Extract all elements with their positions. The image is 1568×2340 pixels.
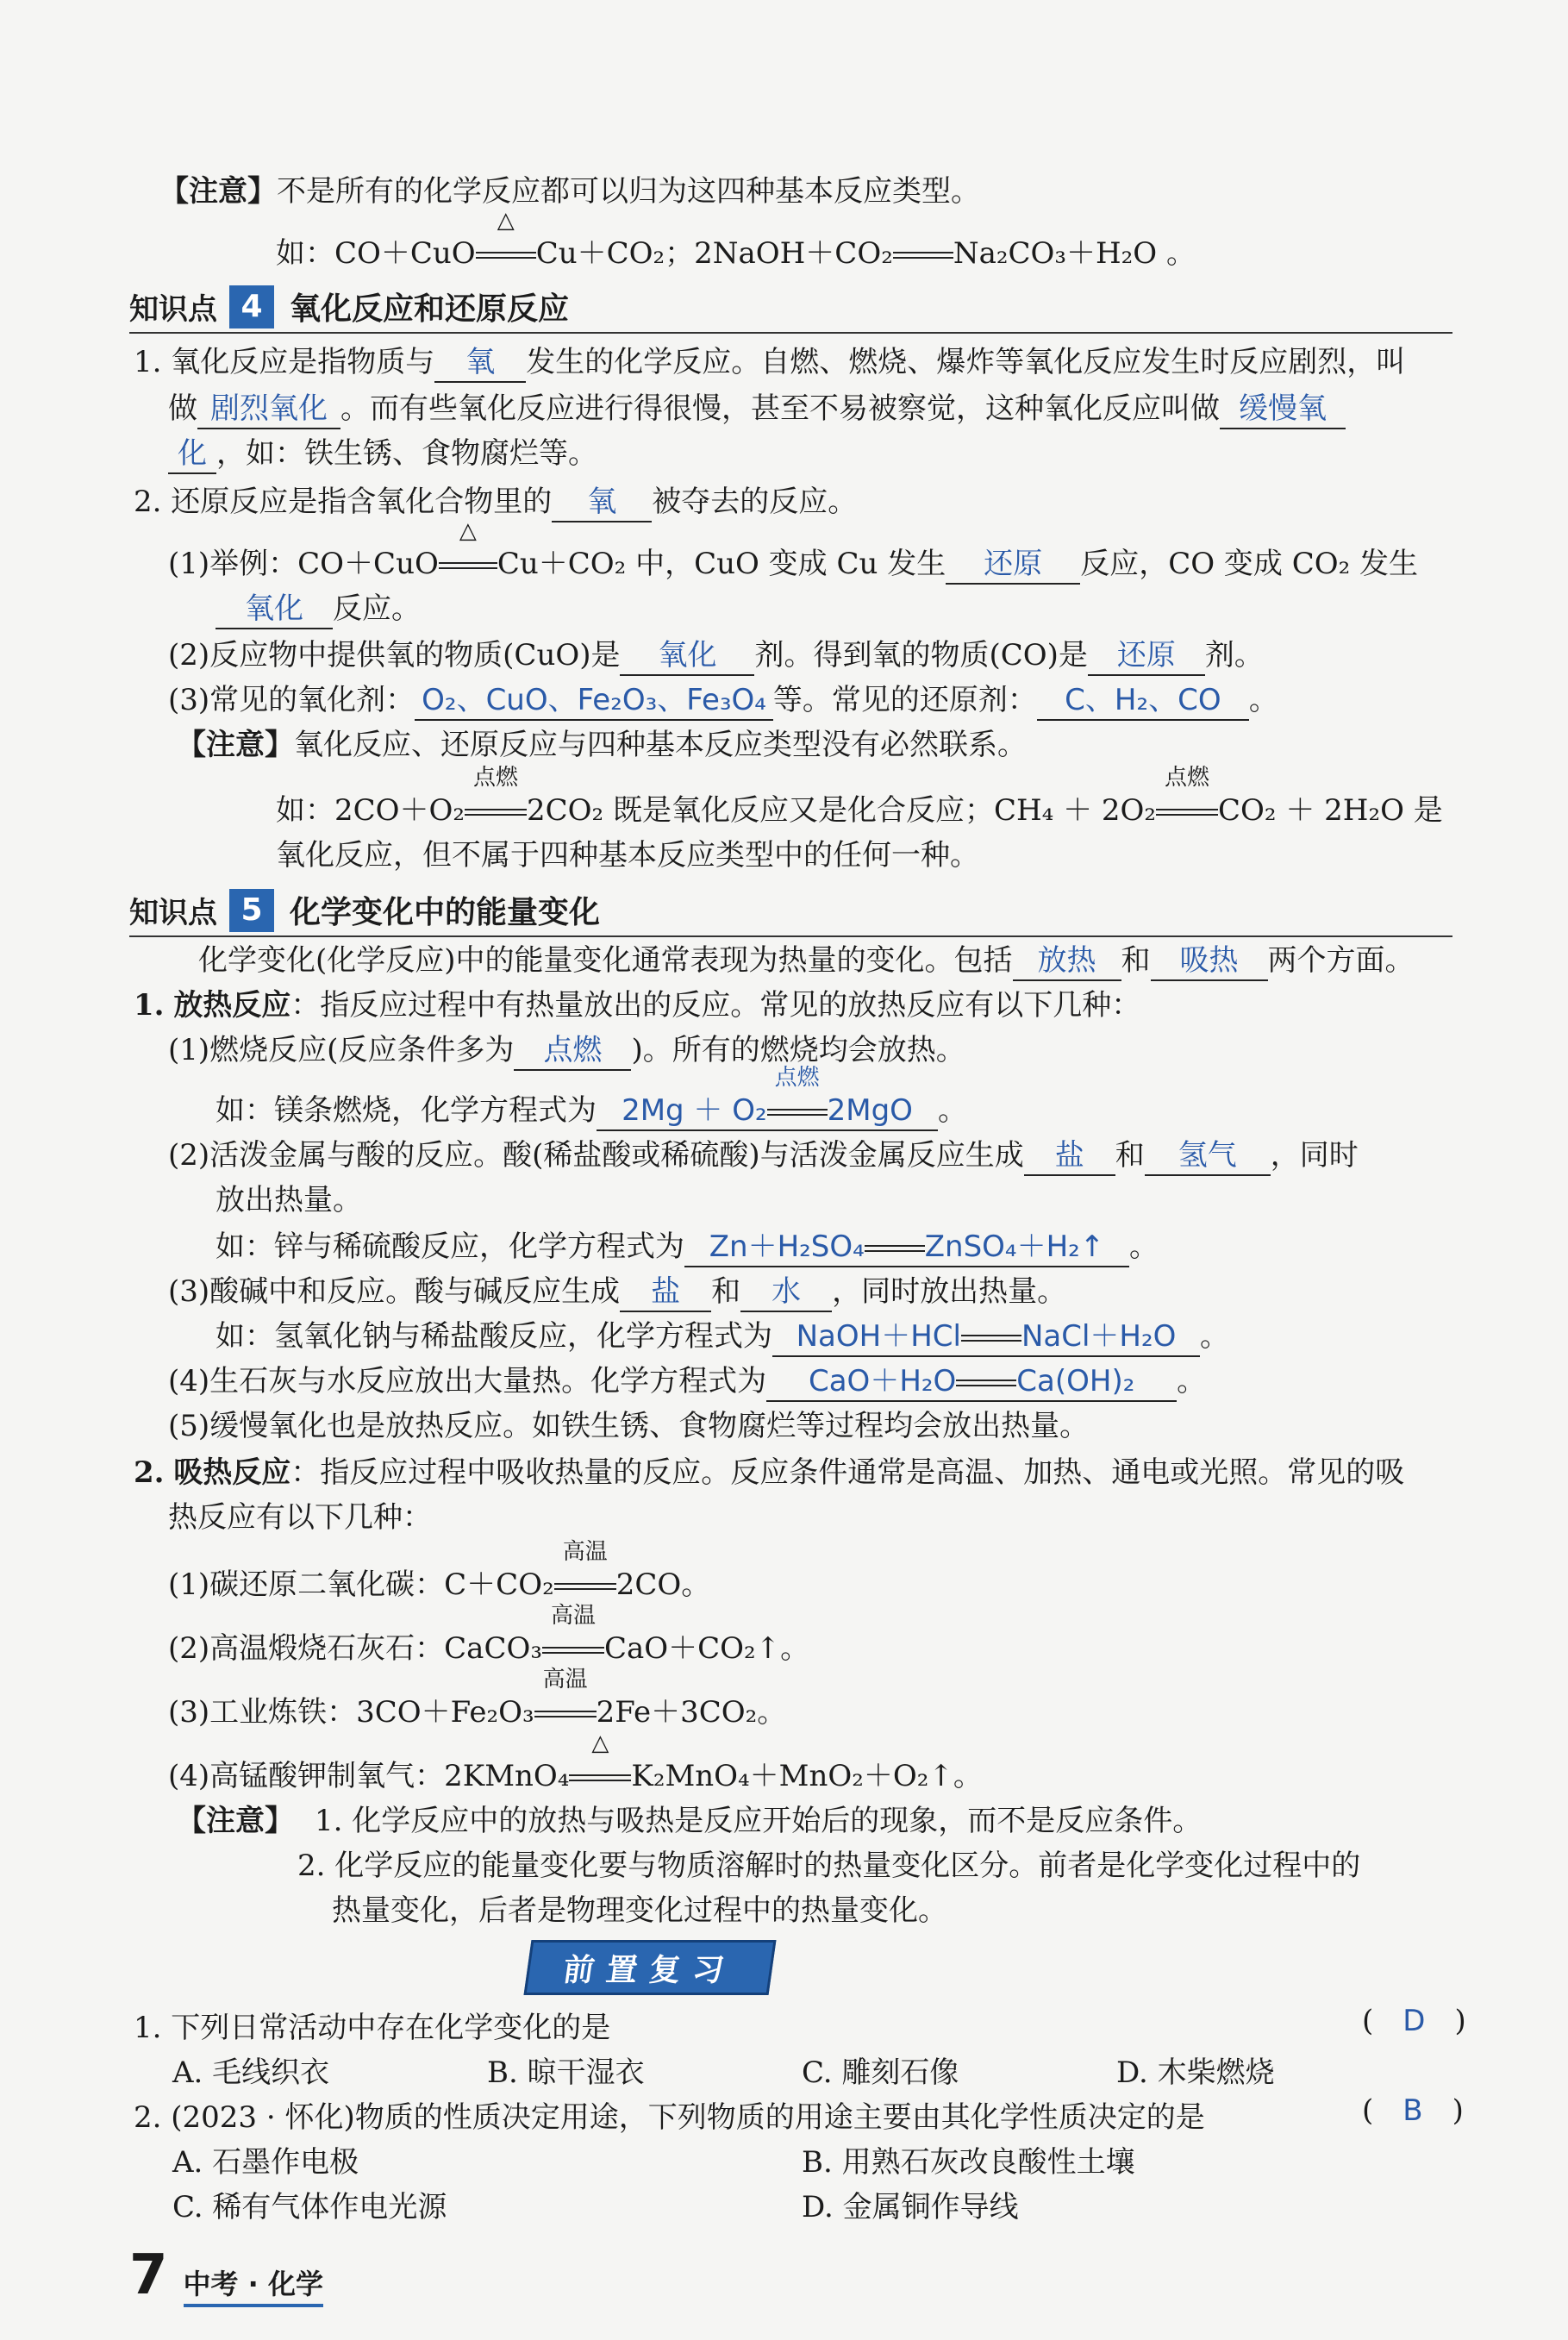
answer-blank: 氢气: [1145, 1136, 1271, 1176]
subject-label: 中考 · 化学: [184, 2262, 323, 2307]
answer-blank: 还原: [1088, 636, 1205, 676]
note-text: 不是所有的化学反应都可以归为这四种基本反应类型。: [277, 174, 980, 209]
answer-blank: 氧化: [216, 590, 333, 629]
answer-blank: NaOH＋HCl NaCl＋H₂O: [772, 1317, 1200, 1357]
kp4-example: 如：2CO＋O₂ 点燃 2CO₂ 既是氧化反应又是化合反应；CH₄ ＋ 2O₂ 点燃 CO₂ ＋ 2H₂O 是: [276, 765, 1443, 828]
kp4-example2: 氧化反应，但不属于四种基本反应类型中的任何一种。: [276, 838, 979, 873]
kp4-line8: (3)常见的氧化剂： O₂、CuO、Fe₂O₃、Fe₃O₄ 等。常见的还原剂： C、H₂、CO 。: [168, 681, 1278, 721]
kp5-p5: 如：锌与稀硫酸反应，化学方程式为 Zn＋H₂SO₄ ZnSO₄＋H₂↑ 。: [216, 1228, 1159, 1267]
option: C. 稀有气体作电光源: [172, 2190, 447, 2224]
option: A. 毛线织衣: [172, 2055, 330, 2090]
question-stem: 1. 下列日常活动中存在化学变化的是: [134, 2011, 611, 2045]
answer-paren: ( B ): [1362, 2093, 1464, 2128]
note-tag: 【注意】: [177, 728, 294, 762]
answer-blank: 氧化: [620, 636, 754, 676]
page-footer: [129, 2243, 323, 2307]
kp4-line2: 做 剧烈氧化 。而有些氧化反应进行得很慢，甚至不易被察觉，这种氧化反应叫做 缓慢氧: [168, 390, 1346, 429]
answer-paren: ( D ): [1362, 2004, 1466, 2038]
kp-title: 氧化反应和还原反应: [290, 291, 570, 327]
note-line: [159, 172, 980, 210]
kp-number: 5: [229, 889, 274, 932]
kp5-r4: (4)高锰酸钾制氧气：2KMnO₄ △ K₂MnO₄＋MnO₂＋O₂↑。: [168, 1730, 983, 1793]
answer-blank: 盐: [1024, 1136, 1115, 1176]
answer-blank: 剧烈氧化: [197, 390, 340, 429]
kp5-p8: (4)生石灰与水反应放出大量热。化学方程式为 CaO＋H₂O Ca(OH)₂ 。: [168, 1362, 1206, 1402]
section-banner: 前置复习: [524, 1940, 777, 1995]
kp5-heading: [129, 888, 600, 932]
kp4-line4: 2. 还原反应是指含氧化合物里的 氧 被夺去的反应。: [134, 483, 857, 522]
kp4-line7: (2)反应物中提供氧的物质(CuO)是 氧化 剂。得到氧的物质(CO)是 还原 剂。: [168, 636, 1264, 676]
kp-title: 化学变化中的能量变化: [290, 895, 601, 930]
kp5-h1: 1. 放热反应：指反应过程中有热量放出的反应。常见的放热反应有以下几种：: [134, 988, 1141, 1023]
kp4-line3: 化 ，如：铁生锈、食物腐烂等。: [168, 435, 597, 474]
kp4-line6: 氧化 反应。: [216, 590, 421, 629]
kp5-p9: (5)缓慢氧化也是放热反应。如铁生锈、食物腐烂等过程均会放出热量。: [168, 1409, 1090, 1443]
equation-right: Na₂CO₃＋H₂O 。: [953, 236, 1196, 271]
kp4-heading: [129, 285, 569, 328]
answer-blank: CaO＋H₂O Ca(OH)₂: [766, 1362, 1177, 1402]
answer-blank: 氧: [434, 343, 526, 383]
answer-blank: 放热: [1013, 942, 1121, 981]
kp5-r2: (2)高温煅烧石灰石：CaCO₃ 高温 CaO＋CO₂↑。: [168, 1603, 810, 1666]
kp5-note3: 热量变化，后者是物理变化过程中的热量变化。: [332, 1893, 947, 1928]
kp5-p6: (3)酸碱中和反应。酸与碱反应生成 盐 和 水 ，同时放出热量。: [168, 1273, 1066, 1312]
kp5-p2: 如：镁条燃烧，化学方程式为 2Mg ＋ O₂ 点燃 2MgO 。: [216, 1092, 967, 1131]
kp5-p1: (1)燃烧反应(反应条件多为 点燃 )。所有的燃烧均会放热。: [168, 1031, 965, 1071]
kp4-line1: 1. 氧化反应是指物质与 氧 发生的化学反应。自燃、燃烧、爆炸等氧化反应发生时反应剧烈，叫: [134, 343, 1405, 383]
kp5-note2: 2. 化学反应的能量变化要与物质溶解时的热量变化区分。前者是化学变化过程中的: [297, 1849, 1361, 1883]
answer-blank: 吸热: [1151, 942, 1268, 981]
kp5-r3: (3)工业炼铁：3CO＋Fe₂O₃ 高温 2Fe＋3CO₂。: [168, 1667, 787, 1730]
example-prefix: 如：: [276, 236, 334, 271]
kp5-p3: (2)活泼金属与酸的反应。酸(稀盐酸或稀硫酸)与活泼金属反应生成 盐 和 氢气 ，同时: [168, 1136, 1359, 1176]
page-number: 7: [129, 2243, 168, 2307]
kp5-note1: 【注意】 1. 化学反应中的放热与吸热是反应开始后的现象，而不是反应条件。: [177, 1804, 1203, 1838]
equation-left: CO＋CuO: [334, 236, 476, 271]
answer-blank: C、H₂、CO: [1037, 681, 1249, 721]
option: C. 雕刻石像: [802, 2055, 959, 2090]
kp4-line5: (1)举例：CO＋CuO △ Cu＋CO₂ 中，CuO 变成 Cu 发生 还原 反应，CO 变成 CO₂ 发生: [168, 545, 1418, 585]
option: B. 晾干湿衣: [487, 2055, 645, 2090]
heading-rule: [129, 935, 1452, 937]
answer-blank: 还原: [946, 545, 1080, 585]
note-example: [276, 208, 1196, 272]
kp-label: 知识点: [129, 292, 217, 327]
note-tag: 【注意】: [159, 174, 277, 209]
option: D. 木柴燃烧: [1116, 2055, 1275, 2090]
answer-blank: 点燃: [514, 1031, 631, 1071]
kp5-h2b: 热反应有以下几种：: [168, 1500, 432, 1535]
equation-arrow: [476, 208, 536, 272]
equation-condition: △: [497, 208, 515, 234]
kp5-r1: (1)碳还原二氧化碳：C＋CO₂ 高温 2CO。: [168, 1539, 711, 1602]
heading-rule: [129, 332, 1452, 334]
answer-blank: 2Mg ＋ O₂ 点燃 2MgO: [597, 1092, 938, 1131]
option: B. 用熟石灰改良酸性土壤: [802, 2145, 1135, 2180]
option: D. 金属铜作导线: [802, 2190, 1019, 2224]
kp5-h2: 2. 吸热反应：指反应过程中吸收热量的反应。反应条件通常是高温、加热、通电或光照。常见的吸: [134, 1455, 1405, 1490]
option: A. 石墨作电极: [172, 2145, 359, 2180]
answer-blank: 缓慢氧: [1220, 390, 1346, 429]
answer-blank: 盐: [620, 1273, 711, 1312]
note-tag: 【注意】: [177, 1804, 294, 1838]
equation-arrow: [893, 235, 953, 272]
kp5-p4: 放出热量。: [216, 1183, 362, 1217]
answer-blank: O₂、CuO、Fe₂O₃、Fe₃O₄: [415, 681, 773, 721]
answer-blank: 化: [168, 435, 216, 474]
kp5-intro: 化学变化(化学反应)中的能量变化通常表现为热量的变化。包括 放热 和 吸热 两个方面。: [198, 942, 1415, 981]
kp4-note: 【注意】氧化反应、还原反应与四种基本反应类型没有必然联系。: [177, 728, 1027, 762]
answer-blank: Zn＋H₂SO₄ ZnSO₄＋H₂↑: [684, 1228, 1129, 1267]
equation-right: Cu＋CO₂；: [535, 236, 695, 271]
kp-number: 4: [229, 285, 274, 328]
answer-blank: 氧: [552, 483, 652, 522]
kp5-p7: 如：氢氧化钠与稀盐酸反应，化学方程式为 NaOH＋HCl NaCl＋H₂O 。: [216, 1317, 1229, 1357]
kp-label: 知识点: [129, 896, 217, 930]
question-stem: 2. (2023 · 怀化)物质的性质决定用途，下列物质的用途主要由其化学性质决定的是: [134, 2100, 1205, 2135]
equation-left: 2NaOH＋CO₂: [694, 236, 893, 271]
answer-blank: 水: [740, 1273, 832, 1312]
